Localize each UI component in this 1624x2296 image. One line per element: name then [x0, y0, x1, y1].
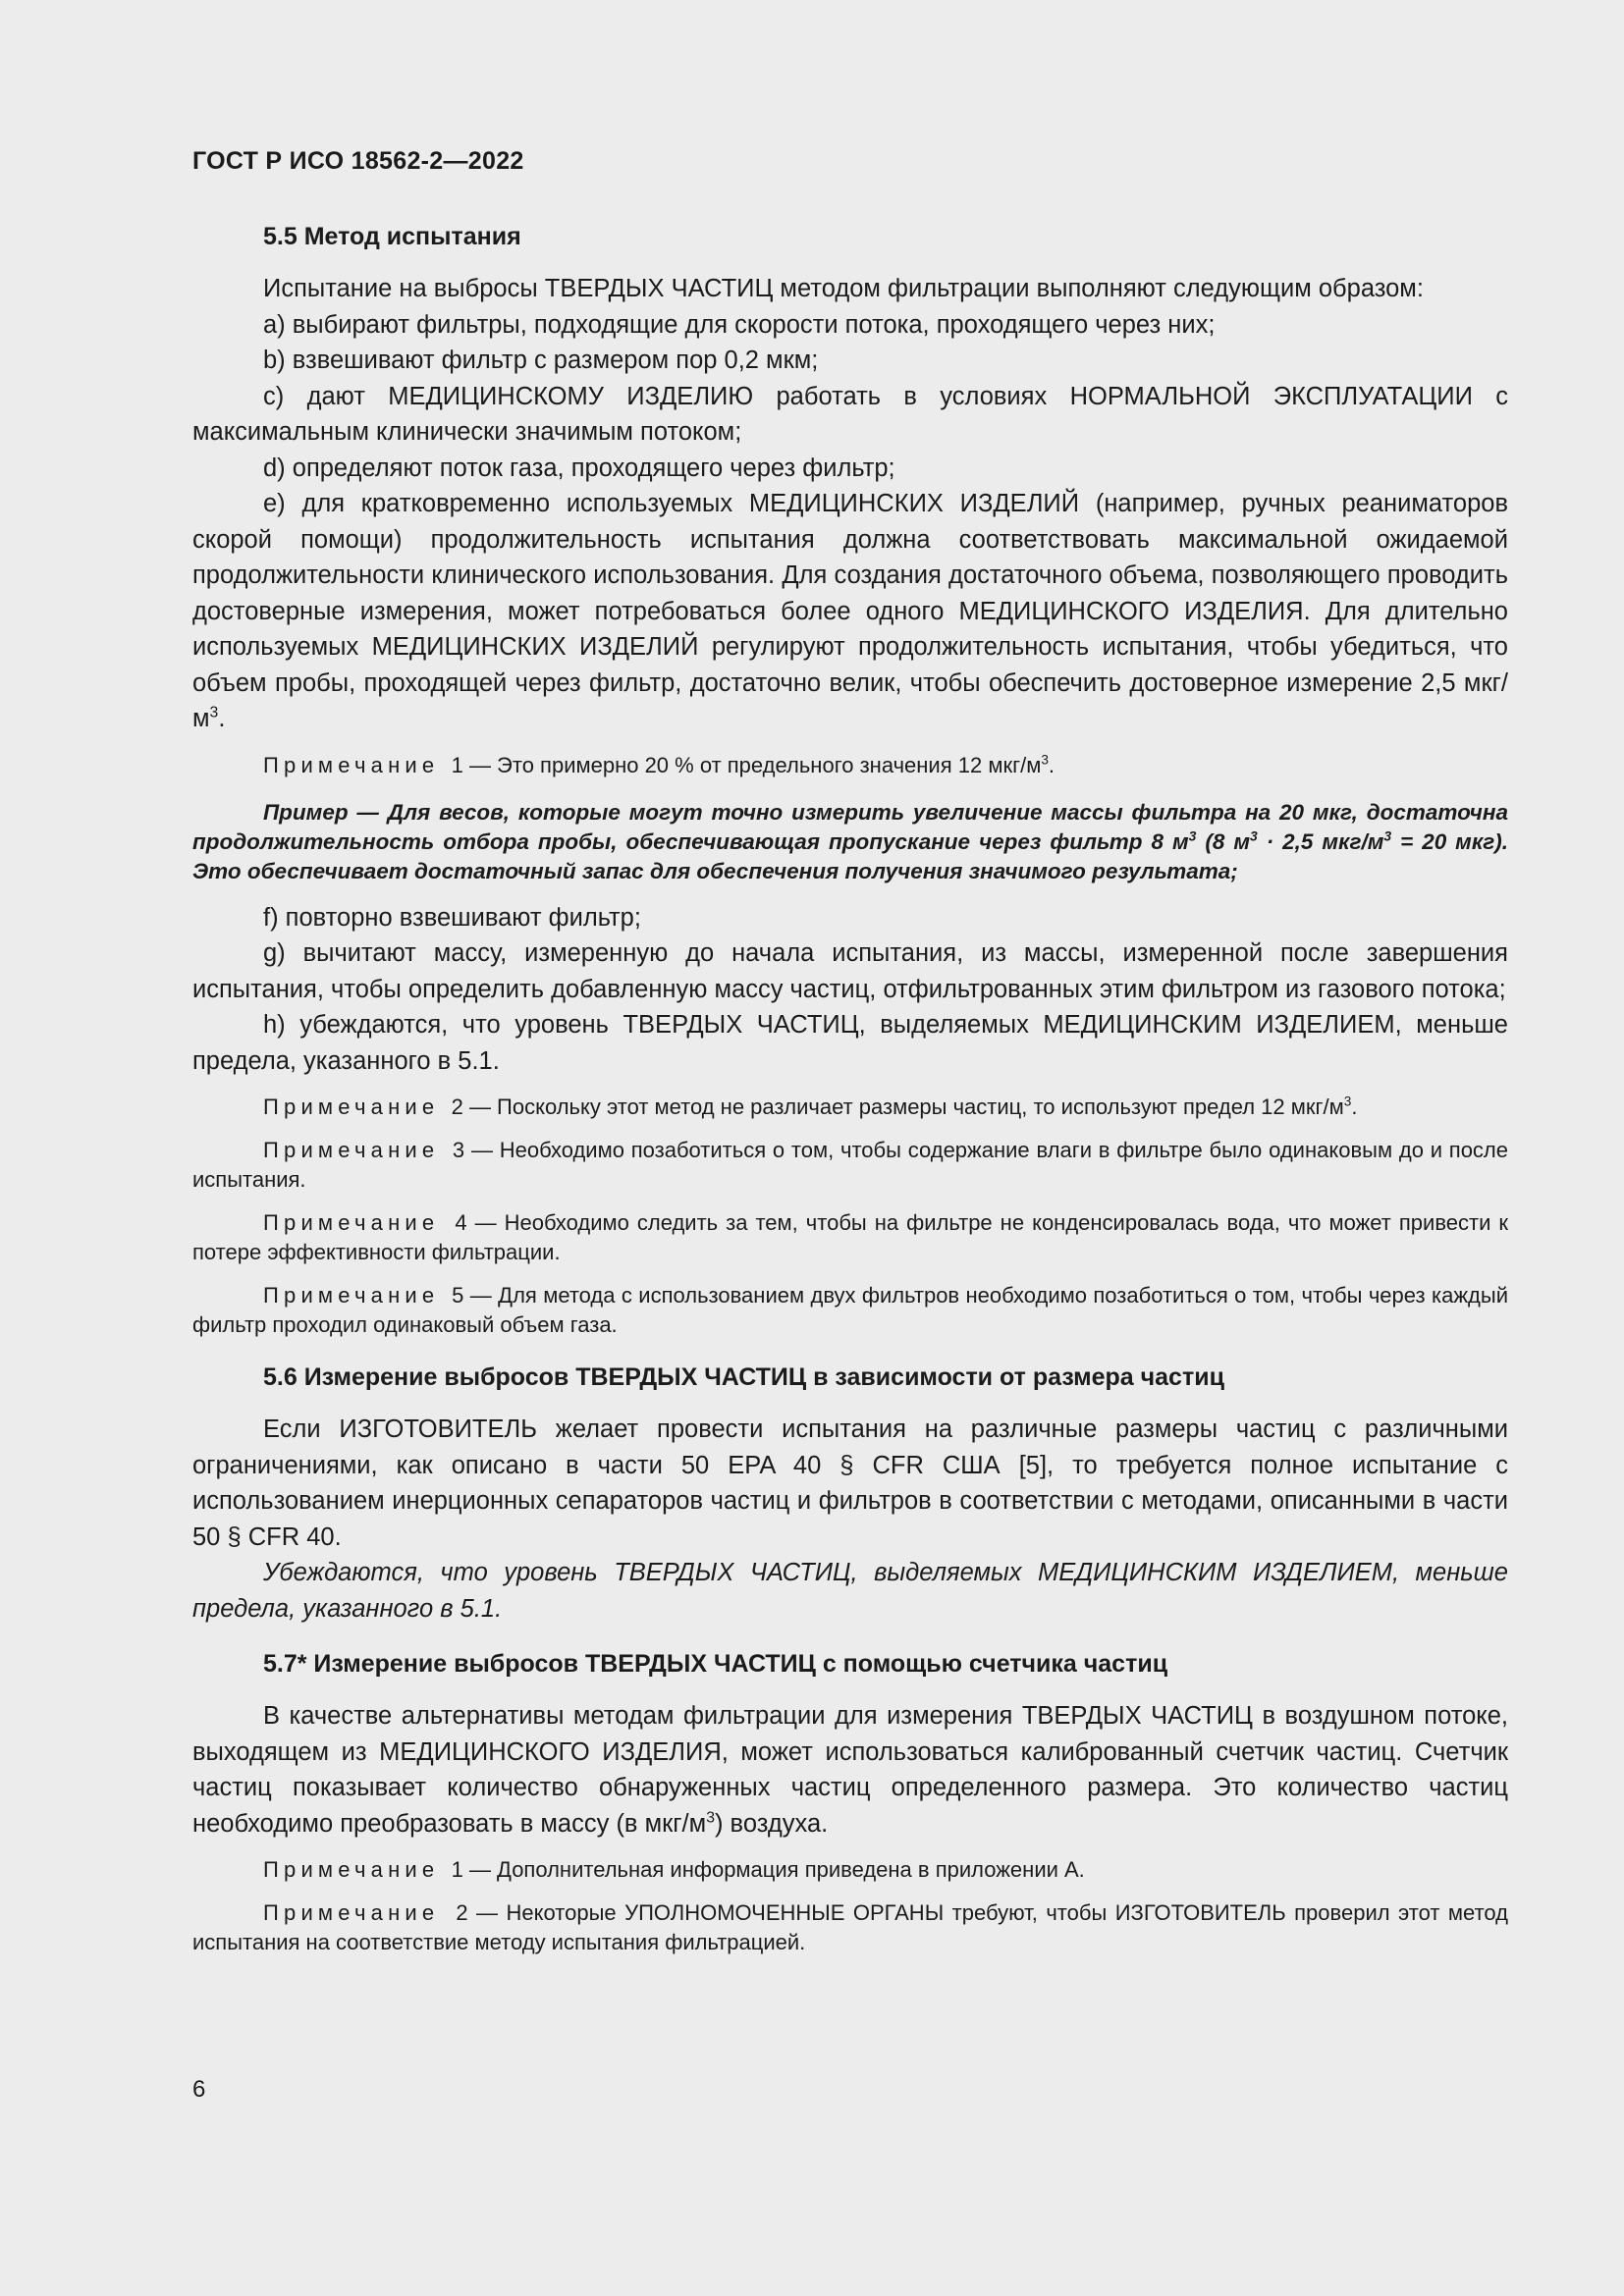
note-label: Примечание	[263, 1900, 440, 1925]
example-block	[192, 798, 1508, 886]
list-item-a: a) выбирают фильтры, подходящие для скорости потока, проходящего через них;	[263, 310, 1216, 339]
punctuation: .	[1351, 1095, 1358, 1119]
note-number: 5	[452, 1283, 464, 1308]
section-5-6-title: 5.6 Измерение выбросов ТВЕРДЫХ ЧАСТИЦ в зависимости от размера частиц	[263, 1363, 1224, 1391]
list-item-g: g) вычитают массу, измеренную до начала испытания, из массы, измеренной после завершения испытания, чтобы определить добавленную массу частиц, отфильтрованных этим фильтром из газового потока;	[192, 939, 1508, 1003]
superscript: 3	[1343, 1094, 1352, 1109]
note-number: 2	[451, 1095, 463, 1119]
note-text: — Это примерно 20 % от предельного значения 12 мкг/м	[462, 752, 1042, 777]
note-number: 4	[455, 1210, 467, 1235]
punctuation: .	[1048, 752, 1056, 777]
note-label: Примечание	[263, 752, 440, 777]
note-label: Примечание	[263, 1210, 440, 1235]
note-text: — Необходимо позаботиться о том, чтобы содержание влаги в фильтре было одинаковым до и после испытания.	[192, 1138, 1508, 1192]
note-label: Примечание	[263, 1857, 440, 1882]
note-2	[192, 1093, 1508, 1122]
list-item-e	[192, 486, 1508, 737]
note-label: Примечание	[263, 1095, 440, 1119]
note-1	[192, 751, 1508, 780]
note-4	[192, 1208, 1508, 1267]
list-item-f: f) повторно взвешивают фильтр;	[263, 903, 641, 932]
note-5	[192, 1281, 1508, 1340]
list-item-c: c) дают МЕДИЦИНСКОМУ ИЗДЕЛИЮ работать в условиях НОРМАЛЬНОЙ ЭКСПЛУАТАЦИИ с максимальным клинически значимым потоком;	[192, 382, 1508, 446]
superscript: 3	[209, 704, 219, 721]
example-text: · 2,5 мкг/м	[1257, 828, 1384, 854]
section-5-7-title: 5.7* Измерение выбросов ТВЕРДЫХ ЧАСТИЦ с помощью счетчика частиц	[263, 1650, 1168, 1678]
note-text: — Дополнительная информация приведена в приложении А.	[462, 1857, 1085, 1882]
superscript: 3	[706, 1809, 715, 1826]
note-label: Примечание	[263, 1138, 440, 1162]
list-item-d: d) определяют поток газа, проходящего через фильтр;	[263, 454, 895, 482]
note-text: — Для метода с использованием двух фильтров необходимо позаботиться о том, чтобы через каждый фильтр проходил одинаковый объем газа.	[192, 1283, 1508, 1337]
note-5-7-2	[192, 1898, 1508, 1957]
superscript: 3	[1041, 752, 1049, 768]
note-text: — Поскольку этот метод не различает размеры частиц, то используют предел 12 мкг/м	[462, 1095, 1344, 1119]
note-label: Примечание	[263, 1283, 440, 1308]
superscript: 3	[1188, 828, 1197, 843]
document-page	[192, 147, 1508, 1971]
example-text: (8 м	[1196, 828, 1250, 854]
paragraph-text: В качестве альтернативы методам фильтрации для измерения ТВЕРДЫХ ЧАСТИЦ в воздушном потоке, выходящем из МЕДИЦИНСКОГО ИЗДЕЛИЯ, может использоваться калиброванный счетчик частиц. Счетчик частиц показывает количество обнаруженных частиц определенного размера. Это количество частиц необходимо преобразовать в массу (в мкг/м	[192, 1702, 1508, 1838]
note-number: 3	[452, 1138, 465, 1162]
document-header: ГОСТ Р ИСО 18562-2—2022	[192, 147, 524, 175]
superscript: 3	[1249, 828, 1258, 843]
note-text: — Некоторые УПОЛНОМОЧЕННЫЕ ОРГАНЫ требуют, чтобы ИЗГОТОВИТЕЛЬ проверил этот метод испытания на соответствие методу испытания фильтрацией.	[192, 1900, 1508, 1954]
list-item-e-text: e) для кратковременно используемых МЕДИЦИНСКИХ ИЗДЕЛИЙ (например, ручных реаниматоров скорой помощи) продолжительность испытания должна соответствовать максимальной ожидаемой продолжительности клинического использования. Для создания достаточного объема, позволяющего проводить достоверные измерения, может потребоваться более одного МЕДИЦИНСКОГО ИЗДЕЛИЯ. Для длительно используемых МЕДИЦИНСКИХ ИЗДЕЛИЙ регулируют продолжительность испытания, чтобы убедиться, что объем пробы, проходящей через фильтр, достаточно велик, чтобы обеспечить достоверное измерение 2,5 мкг/м	[192, 490, 1508, 732]
section-5-6-requirement: Убеждаются, что уровень ТВЕРДЫХ ЧАСТИЦ, выделяемых МЕДИЦИНСКИМ ИЗДЕЛИЕМ, меньше предела, указанного в 5.1.	[192, 1559, 1508, 1623]
example-text: Пример — Для весов, которые могут точно измерить увеличение массы фильтра на 20 мкг, достаточна продолжительность отбора пробы, обеспечивающая пропускание через фильтр 8 м	[192, 799, 1508, 854]
superscript: 3	[1383, 828, 1392, 843]
section-5-6-paragraph: Если ИЗГОТОВИТЕЛЬ желает провести испытания на различные размеры частиц с различными ограничениями, как описано в части 50 EPA 40 § CFR США [5], то требуется полное испытание с использованием инерционных сепараторов частиц и фильтров в соответствии с методами, описанными в части 50 § CFR 40.	[192, 1415, 1508, 1551]
punctuation: .	[218, 705, 226, 732]
paragraph-text: ) воздуха.	[714, 1809, 829, 1838]
note-3	[192, 1136, 1508, 1195]
section-5-5-intro: Испытание на выбросы ТВЕРДЫХ ЧАСТИЦ методом фильтрации выполняют следующим образом:	[263, 275, 1424, 302]
example-text: = 20 мкг). Это обеспечивает достаточный запас для обеспечения получения значимого результата;	[192, 828, 1508, 883]
note-number: 1	[451, 1857, 463, 1882]
note-5-7-1	[192, 1855, 1508, 1885]
note-number: 2	[456, 1900, 468, 1925]
section-5-7-paragraph	[192, 1698, 1508, 1842]
note-text: — Необходимо следить за тем, чтобы на фильтре не конденсировалась вода, что может привести к потере эффективности фильтрации.	[192, 1210, 1508, 1264]
list-item-b: b) взвешивают фильтр с размером пор 0,2 мкм;	[263, 347, 819, 374]
section-5-5-title: 5.5 Метод испытания	[263, 223, 521, 250]
list-item-h: h) убеждаются, что уровень ТВЕРДЫХ ЧАСТИЦ, выделяемых МЕДИЦИНСКИМ ИЗДЕЛИЕМ, меньше предела, указанного в 5.1.	[192, 1011, 1508, 1075]
note-number: 1	[451, 752, 463, 777]
page-number: 6	[192, 2076, 206, 2103]
